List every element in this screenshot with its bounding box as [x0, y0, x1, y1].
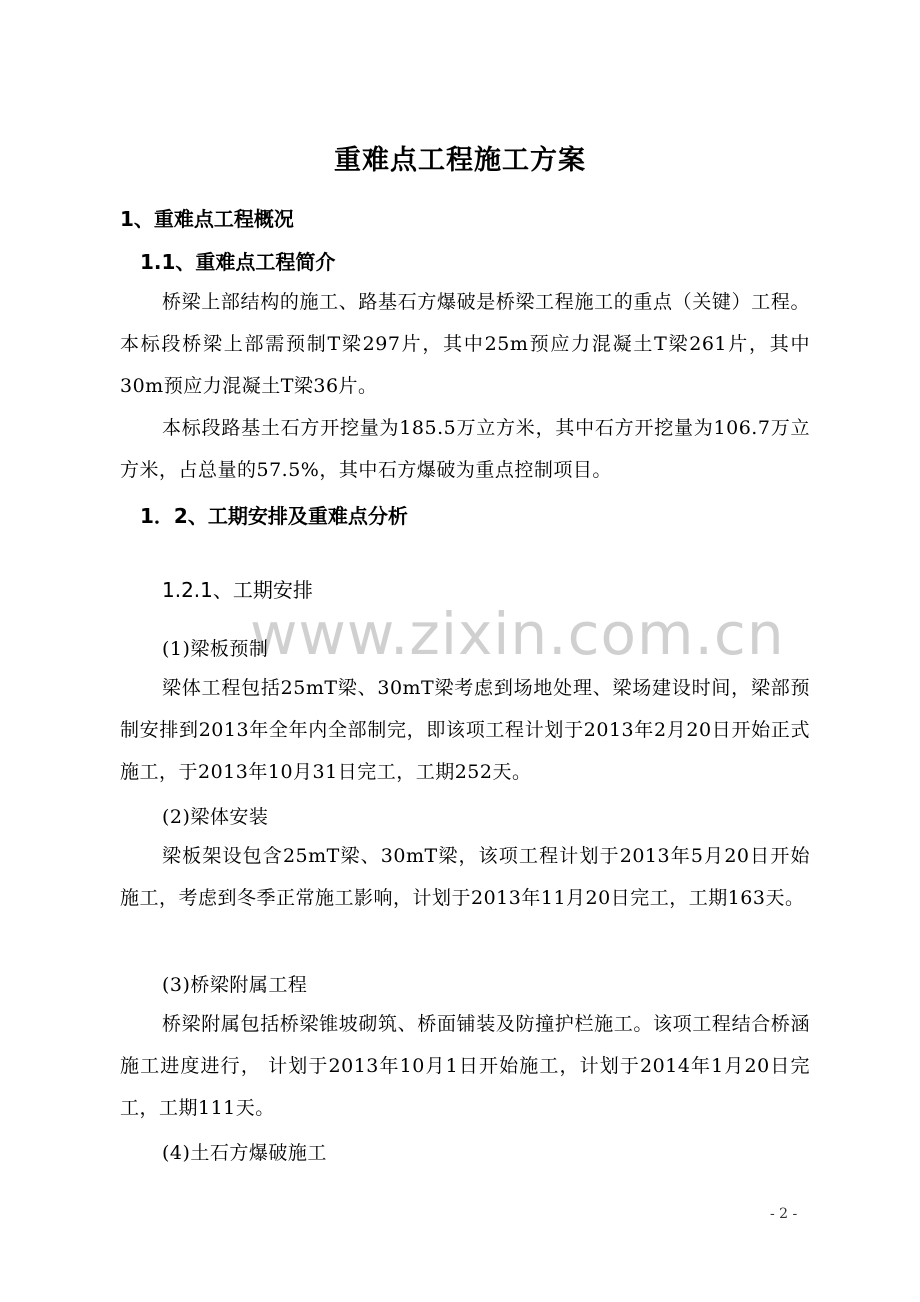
item-2-title: (2)梁体安装	[162, 806, 269, 828]
paragraph-earthwork: 本标段路基土石方开挖量为185.5万立方米，其中石方开挖量为106.7万立方米，占总量的57.5%，其中石方爆破为重点控制项目。	[120, 417, 810, 481]
item-3-paragraph: 桥梁附属包括桥梁锥坡砌筑、桥面铺装及防撞护栏施工。该项工程结合桥涵施工进度进行， 计划于2013年10月1日开始施工，计划于2014年1月20日完工，工期111天。	[120, 1013, 810, 1119]
document-title: 重难点工程施工方案	[334, 145, 586, 176]
section-heading-1-2-1: 1.2.1、工期安排	[162, 578, 313, 602]
section-heading-1: 1、重难点工程概况	[120, 207, 294, 231]
section-heading-1-2: 1．2、工期安排及重难点分析	[140, 504, 408, 528]
page-number: - 2 -	[770, 1206, 798, 1222]
section-heading-1-1: 1.1、重难点工程简介	[140, 250, 336, 274]
item-4-title: (4)土石方爆破施工	[162, 1142, 327, 1164]
item-2-paragraph: 梁板架设包含25mT梁、30mT梁，该项工程计划于2013年5月20日开始施工，考虑到冬季正常施工影响，计划于2013年11月20日完工，工期163天。	[120, 845, 810, 909]
item-3-title: (3)桥梁附属工程	[162, 974, 308, 996]
item-1-paragraph: 梁体工程包括25mT梁、30mT梁考虑到场地处理、梁场建设时间，梁部预制安排到2013年全年内全部制完，即该项工程计划于2013年2月20日开始正式施工，于2013年10月31日完工，工期252天。	[120, 677, 810, 783]
watermark: www.zixin.com.cn	[250, 600, 785, 668]
paragraph-overview: 桥梁上部结构的施工、路基石方爆破是桥梁工程施工的重点（关键）工程。本标段桥梁上部需预制T梁297片，其中25m预应力混凝土T梁261片，其中30m预应力混凝土T梁36片。	[120, 291, 810, 397]
item-1-title: (1)梁板预制	[162, 638, 269, 660]
